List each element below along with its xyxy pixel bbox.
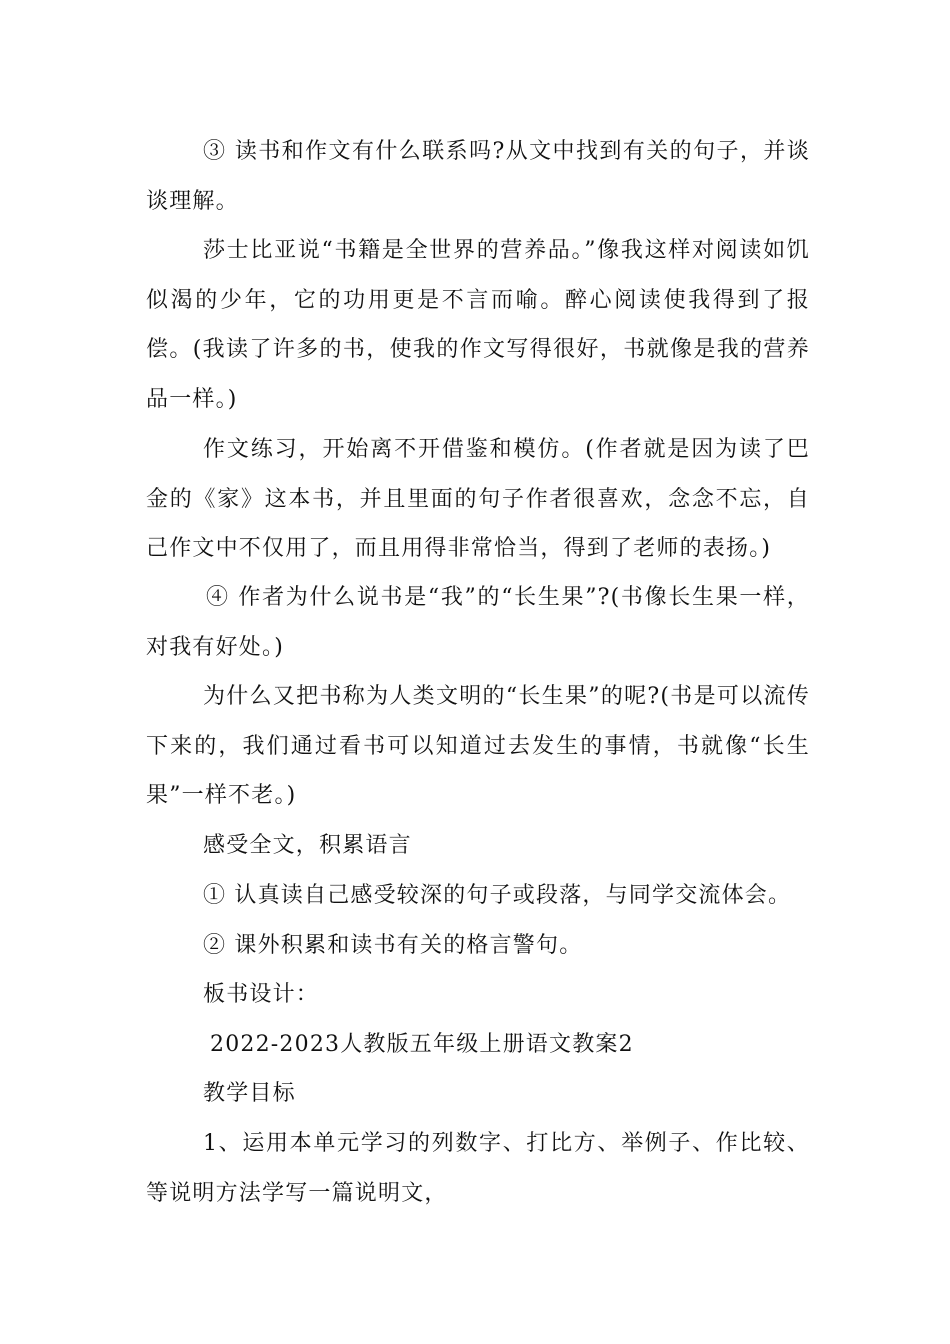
lesson-plan-title: 2022-2023人教版五年级上册语文教案2 — [210, 1032, 634, 1057]
paragraph-writing-practice: 作文练习，开始离不开借鉴和模仿。(作者就是因为读了巴金的《家》这本书，并且里面的句子作者很喜欢，念念不忘，自己作文中不仅用了，而且用得非常恰当，得到了老师的表扬。) — [146, 437, 810, 561]
list-item-2: ② 课外积累和读书有关的格言警句。 — [203, 933, 583, 958]
teaching-goal-1: 1、运用本单元学习的列数字、打比方、举例子、作比较、等说明方法学写一篇说明文， — [146, 1131, 810, 1206]
section-heading-feel-text: 感受全文，积累语言 — [203, 833, 412, 858]
paragraph-why-longevity-fruit: 为什么又把书称为人类文明的“长生果”的呢?(书是可以流传下来的，我们通过看书可以知道过去发生的事情，书就像“长生果”一样不老。) — [146, 684, 810, 808]
paragraph-question-4: ④ 作者为什么说书是“我”的“长生果”?(书像长生果一样，对我有好处。) — [146, 585, 810, 660]
paragraph-question-3: ③ 读书和作文有什么联系吗?从文中找到有关的句子，并谈谈理解。 — [146, 139, 810, 214]
list-item-1: ① 认真读自己感受较深的句子或段落，与同学交流体会。 — [203, 883, 792, 908]
paragraph-shakespeare-quote: 莎士比亚说“书籍是全世界的营养品。”像我这样对阅读如饥似渴的少年，它的功用更是不言而喻。醉心阅读使我得到了报偿。(我读了许多的书，使我的作文写得很好，书就像是我的营养品一样。) — [146, 238, 810, 412]
board-design-label: 板书设计： — [203, 982, 320, 1007]
teaching-goals-heading: 教学目标 — [203, 1081, 296, 1106]
